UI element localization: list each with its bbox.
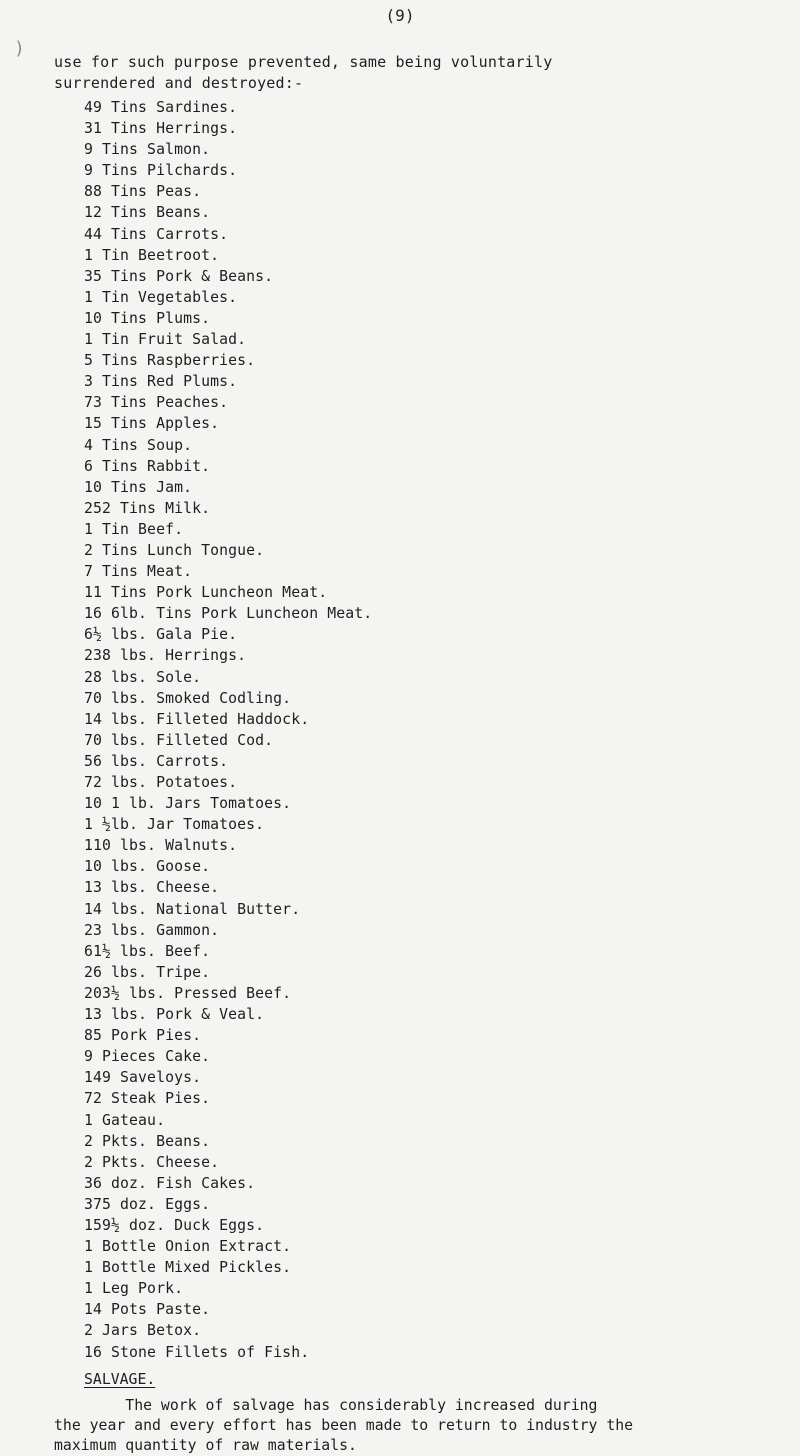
list-item: 10 lbs. Goose. (84, 858, 211, 876)
list-item: 72 lbs. Potatoes. (84, 774, 238, 791)
list-item: 159½ doz. Duck Eggs. (84, 1216, 265, 1234)
list-item: 1 Tin Beetroot. (84, 246, 220, 264)
page-number: (9) (385, 6, 415, 25)
intro-line-1: use for such purpose prevented, same being voluntarily (54, 53, 553, 71)
list-item: 31 Tins Herrings. (84, 120, 238, 138)
list-item: 49 Tins Sardines. (84, 99, 238, 116)
intro-line-2: surrendered and destroyed:- (54, 74, 304, 92)
list-item: 13 lbs. Cheese. (84, 879, 220, 897)
list-item: 61½ lbs. Beef. (84, 942, 211, 960)
list-item: 11 Tins Pork Luncheon Meat. (84, 584, 328, 602)
list-item: 12 Tins Beans. (84, 204, 211, 222)
list-item: 6½ lbs. Gala Pie. (84, 626, 238, 644)
list-item: 1 Tin Beef. (84, 520, 184, 538)
list-item: 238 lbs. Herrings. (84, 647, 247, 665)
list-item: 5 Tins Raspberries. (84, 352, 256, 370)
salvage-heading: SALVAGE. (84, 1371, 156, 1388)
list-item: 9 Pieces Cake. (84, 1048, 211, 1066)
list-item: 88 Tins Peas. (84, 183, 202, 201)
list-item: 110 lbs. Walnuts. (84, 837, 238, 855)
margin-mark: ) (14, 38, 25, 59)
list-item: 1 Leg Pork. (84, 1280, 184, 1298)
list-item: 6 Tins Rabbit. (84, 457, 211, 475)
list-item: 14 lbs. National Butter. (84, 900, 301, 918)
list-item: 85 Pork Pies. (84, 1027, 202, 1045)
list-item: 1 Bottle Mixed Pickles. (84, 1259, 292, 1277)
list-item: 252 Tins Milk. (84, 499, 211, 517)
list-item: 10 Tins Jam. (84, 478, 193, 496)
salvage-line-1: The work of salvage has considerably increased during (54, 1397, 598, 1414)
list-item: 7 Tins Meat. (84, 563, 193, 581)
list-item: 2 Tins Lunch Tongue. (84, 541, 265, 559)
list-item: 9 Tins Salmon. (84, 141, 211, 159)
list-item: 16 Stone Fillets of Fish. (84, 1343, 310, 1361)
list-item: 375 doz. Eggs. (84, 1195, 211, 1213)
salvage-line-3: maximum quantity of raw materials. (54, 1437, 357, 1454)
list-item: 1 Bottle Onion Extract. (84, 1238, 292, 1256)
intro-text (54, 52, 774, 94)
list-item: 15 Tins Apples. (84, 415, 220, 433)
list-item: 44 Tins Carrots. (84, 225, 229, 243)
list-item: 1 Tin Fruit Salad. (84, 331, 247, 349)
list-item: 2 Pkts. Beans. (84, 1132, 211, 1150)
list-item: 1 ½lb. Jar Tomatoes. (84, 816, 265, 834)
list-item: 9 Tins Pilchards. (84, 162, 238, 180)
list-item: 56 lbs. Carrots. (84, 752, 229, 770)
list-item: 10 Tins Plums. (84, 309, 211, 327)
salvage-paragraph (54, 1396, 794, 1456)
list-item: 36 doz. Fish Cakes. (84, 1174, 256, 1192)
list-item: 1 Tin Vegetables. (84, 288, 238, 306)
list-item: 4 Tins Soup. (84, 436, 193, 454)
list-item: 14 Pots Paste. (84, 1301, 211, 1319)
list-item: 2 Pkts. Cheese. (84, 1153, 220, 1171)
destroyed-items-list (84, 97, 372, 1363)
list-item: 26 lbs. Tripe. (84, 963, 211, 981)
list-item: 73 Tins Peaches. (84, 394, 229, 412)
list-item: 14 lbs. Filleted Haddock. (84, 710, 310, 728)
list-item: 149 Saveloys. (84, 1069, 202, 1087)
list-item: 70 lbs. Filleted Cod. (84, 731, 274, 749)
list-item: 16 6lb. Tins Pork Luncheon Meat. (84, 605, 373, 623)
list-item: 13 lbs. Pork & Veal. (84, 1006, 265, 1024)
list-item: 3 Tins Red Plums. (84, 373, 238, 391)
list-item: 10 1 lb. Jars Tomatoes. (84, 795, 292, 813)
list-item: 35 Tins Pork & Beans. (84, 267, 274, 285)
list-item: 70 lbs. Smoked Codling. (84, 689, 292, 707)
salvage-line-2: the year and every effort has been made to return to industry the (54, 1417, 634, 1434)
list-item: 2 Jars Betox. (84, 1322, 202, 1340)
list-item: 28 lbs. Sole. (84, 668, 202, 686)
list-item: 23 lbs. Gammon. (84, 921, 220, 939)
list-item: 72 Steak Pies. (84, 1090, 211, 1108)
list-item: 203½ lbs. Pressed Beef. (84, 984, 292, 1002)
list-item: 1 Gateau. (84, 1111, 166, 1129)
